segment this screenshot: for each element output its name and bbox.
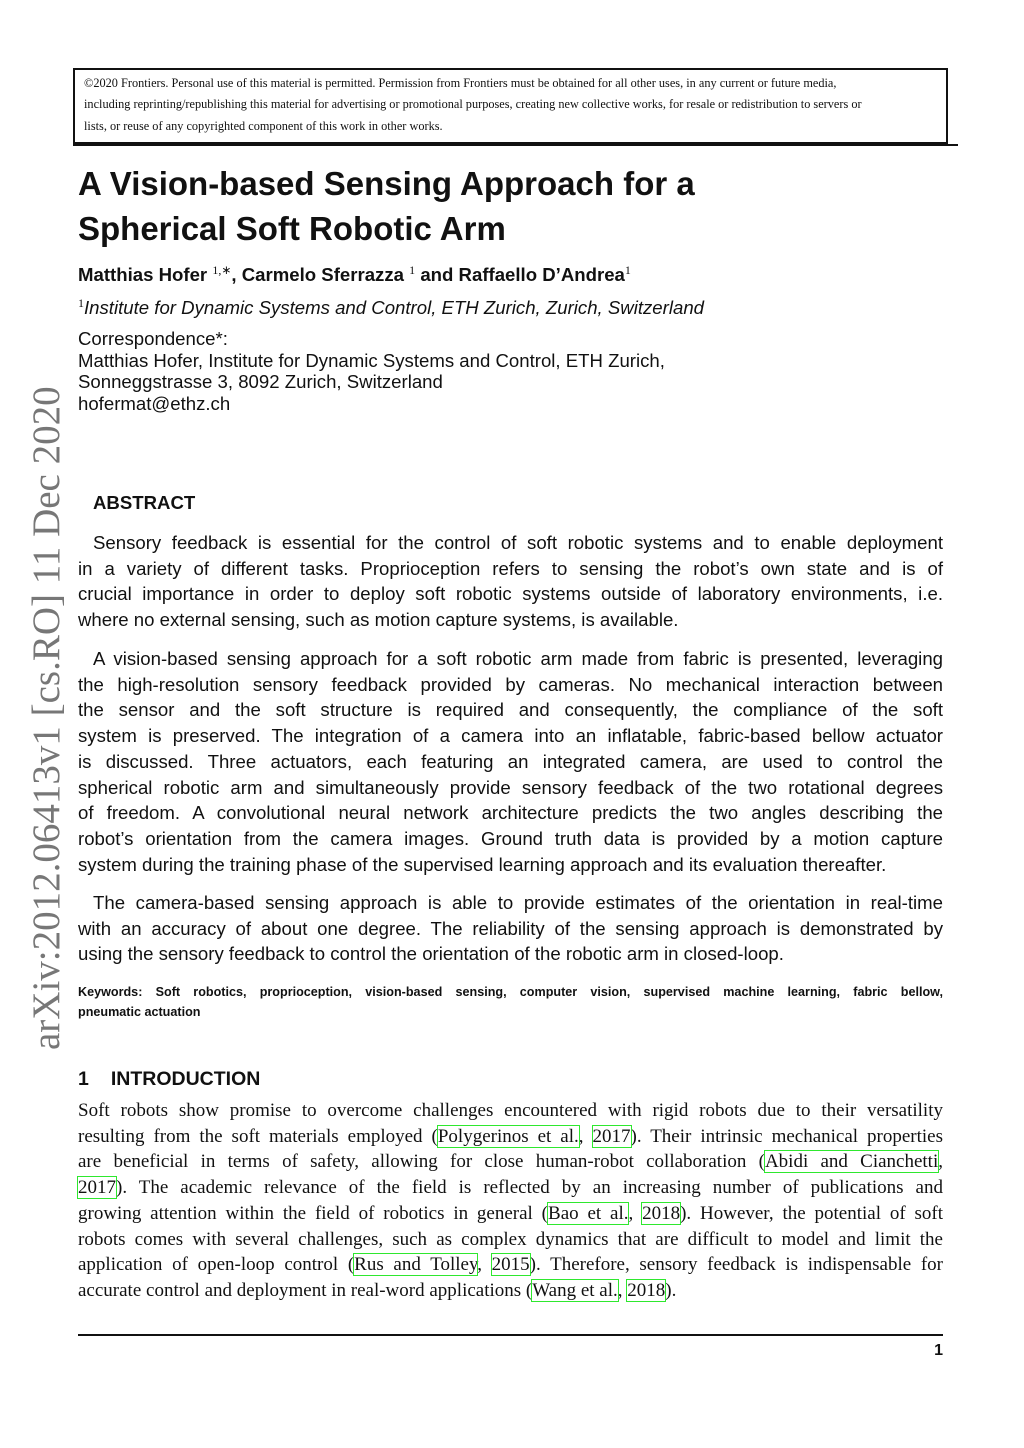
introduction-line (78, 1177, 943, 1199)
author-name: Carmelo Sferrazza (241, 264, 404, 286)
text-run: , (578, 1125, 593, 1147)
citation-link[interactable]: Bao et al. (548, 1202, 629, 1224)
abstract-heading: ABSTRACT (93, 492, 196, 513)
correspondence-label: Correspondence*: (78, 328, 228, 349)
affiliation (78, 296, 704, 319)
abstract-line: crucial importance in order to deploy soft robotic systems outside of laboratory environments, i.e. (78, 583, 943, 605)
text-run: , (617, 1279, 628, 1301)
abstract-line: of freedom. A convolutional neural network architecture predicts the two angles describing the (78, 802, 943, 824)
section-title: INTRODUCTION (110, 1068, 261, 1090)
author-separator: and (415, 264, 459, 286)
abstract-line: the sensor and the soft structure is required and consequently, the compliance of the soft (78, 699, 943, 721)
abstract-line: in a variety of different tasks. Proprioception refers to sensing the robot’s own state and is of (78, 557, 943, 579)
section-number: 1 (78, 1068, 89, 1090)
affiliation-mark: 1 (78, 296, 84, 310)
text-run: ). The academic relevance of the field is reflected by an increasing number of publications and (116, 1177, 943, 1199)
text-run: , (938, 1151, 943, 1173)
introduction-line (78, 1126, 943, 1148)
citation-link[interactable]: Wang et al. (532, 1279, 618, 1301)
author-separator: , (231, 264, 242, 286)
introduction-line (78, 1151, 943, 1173)
introduction-line (78, 1229, 943, 1251)
text-run: application of open-loop control ( (78, 1254, 355, 1276)
text-run: are beneficial in terms of safety, allowing for close human-robot collaboration ( (78, 1151, 765, 1173)
abstract-line: Sensory feedback is essential for the control of soft robotic systems and to enable deployment (93, 532, 943, 553)
introduction-line (78, 1203, 943, 1225)
correspondence-address: Matthias Hofer, Institute for Dynamic Systems and Control, ETH Zurich, (78, 349, 665, 371)
text-run: , (477, 1254, 492, 1276)
author-affiliation-mark: 1,∗ (212, 263, 232, 277)
abstract-line: A vision-based sensing approach for a soft robotic arm made from fabric is presented, leveraging (93, 648, 943, 669)
page-number: 1 (934, 1342, 943, 1359)
copyright-box-rule (73, 144, 958, 146)
citation-link[interactable]: Polygerinos et al. (437, 1125, 579, 1147)
copyright-line: ©2020 Frontiers. Personal use of this material is permitted. Permission from Frontiers must be obtained for all other uses, in any current or future media, (84, 76, 837, 90)
citation-link[interactable]: 2017 (78, 1177, 116, 1199)
abstract-line: system during the training phase of the supervised learning approach and its evaluation thereafter. (78, 853, 887, 875)
abstract-line: where no external sensing, such as motion capture systems, is available. (78, 609, 679, 631)
text-run: accurate control and deployment in real-word applications ( (78, 1279, 533, 1301)
author-affiliation-mark: 1 (624, 263, 631, 277)
citation-link[interactable]: 2018 (642, 1202, 681, 1224)
author-list (78, 263, 631, 286)
correspondence-block (78, 328, 665, 414)
abstract-line: the high-resolution sensory feedback provided by cameras. No mechanical interaction between (78, 673, 943, 695)
text-run: , (628, 1202, 643, 1224)
introduction-line (78, 1254, 943, 1276)
citation-link[interactable]: 2015 (491, 1254, 530, 1276)
abstract-line: with an accuracy of about one degree. The reliability of the sensing approach is demonstrated by (78, 917, 943, 939)
text-run: resulting from the soft materials employed ( (78, 1125, 438, 1147)
keywords (78, 985, 943, 1019)
arxiv-identifier-stamp: arXiv:2012.06413v1 [cs.RO] 11 Dec 2020 (25, 386, 68, 1050)
author-name: Matthias Hofer (78, 264, 208, 286)
correspondence-address: Sonneggstrasse 3, 8092 Zurich, Switzerland (78, 371, 443, 393)
affiliation-text: Institute for Dynamic Systems and Control, ETH Zurich, Zurich, Switzerland (84, 297, 704, 319)
author-name: Raffaello D’Andrea (458, 264, 625, 286)
author-affiliation-mark: 1 (409, 263, 416, 277)
abstract-line: system is preserved. The integration of a camera into an inflatable, fabric-based bellow actuator (78, 725, 943, 747)
text-run: ). However, the potential of soft (680, 1202, 944, 1224)
abstract-line: is discussed. Three actuators, each featuring an integrated camera, are used to control the (78, 750, 943, 772)
paper-title-line: Spherical Soft Robotic Arm (78, 210, 506, 247)
text-run: robots comes with several challenges, such as complex dynamics that are difficult to model and limit the (78, 1228, 943, 1250)
citation-link[interactable]: 2018 (627, 1279, 666, 1301)
abstract-line: The camera-based sensing approach is able to provide estimates of the orientation in real-time (93, 892, 943, 913)
text-run: Soft robots show promise to overcome challenges encountered with rigid robots due to their versatility (78, 1100, 943, 1121)
copyright-line: including reprinting/republishing this material for advertising or promotional purposes, creating new collective works, for resale or redistribution to servers or (84, 97, 862, 111)
abstract-line: spherical robotic arm and simultaneously provide sensory feedback of the two rotational degrees (78, 776, 943, 798)
introduction-line (78, 1280, 943, 1302)
paper-title-line: A Vision-based Sensing Approach for a (78, 165, 695, 202)
text-run: ). (665, 1279, 677, 1301)
abstract-line: robot’s orientation from the camera images. Ground truth data is provided by a motion capture (78, 827, 943, 849)
correspondence-email: hofermat@ethz.ch (78, 392, 231, 414)
text-run: growing attention within the field of robotics in general ( (78, 1202, 549, 1224)
footer-rule (78, 1334, 943, 1336)
citation-link[interactable]: Abidi and Cianchetti (764, 1151, 939, 1173)
abstract-line: using the sensory feedback to control the orientation of the robotic arm in closed-loop. (78, 943, 784, 965)
copyright-line: lists, or reuse of any copyrighted component of this work in other works. (84, 119, 443, 133)
citation-link[interactable]: Rus and Tolley (354, 1254, 478, 1276)
text-run: ). Their intrinsic mechanical properties (630, 1125, 944, 1147)
keywords-line: Keywords: Soft robotics, proprioception, vision-based sensing, computer vision, supervised machine learning, fabric bellow, (78, 985, 943, 999)
section-heading-introduction (78, 1068, 260, 1091)
keywords-line: pneumatic actuation (78, 1005, 201, 1019)
citation-link[interactable]: 2017 (592, 1125, 631, 1147)
introduction-line (78, 1100, 943, 1122)
text-run: ). Therefore, sensory feedback is indispensable for (529, 1254, 943, 1276)
